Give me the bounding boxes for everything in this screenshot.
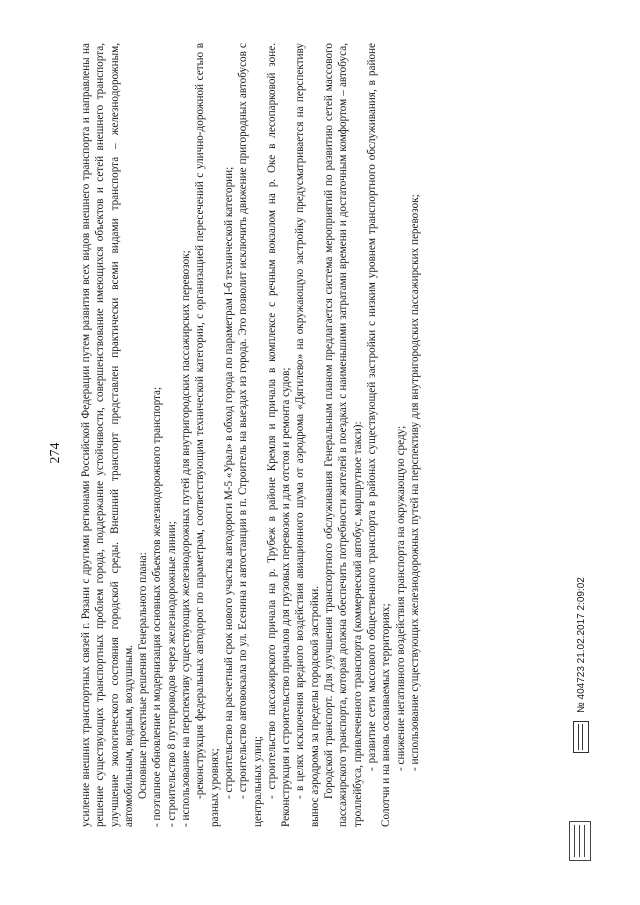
paragraph: - использование на перспективу существующих железнодорожных путей для внутригородских пассажирских перевозок; <box>180 250 193 827</box>
paragraph: - в целях исключения вредного воздействия авиационного шума от аэродрома «Дягилево» на окружающую застройку предусматривается на перспективу вынос аэродрома за пределы городской застройки. <box>294 43 321 827</box>
paragraph: - строительство автовокзала по ул. Есенина и автостанции в п. Строитель на выездах из города. Это позволит исключить движение пригородных автобусов с центральных улиц; <box>237 43 264 827</box>
paragraph: усиление внешних транспортных связей г. Рязани с другими регионами Российской Федерации путем развития всех видов внешнего транспорта и направлены на решение существующих транспортных проблем города, поддержание устойчивости, совершенствование имеющихся объектов и сетей внешнего транспорта, улучшение экологического состояния городской среды. Внешний транспорт представлен практически всеми видами транспорта – железнодорожным, автомобильным, водным, воздушным. <box>80 43 135 827</box>
rotated-content <box>45 33 615 873</box>
paragraph: - использование существующих железнодорожных путей на перспективу для внутригородских пассажирских перевозок; <box>408 194 421 771</box>
barcode-stamp-icon <box>569 821 591 861</box>
paragraph: Городской транспорт. Для улучшения транспортного обслуживания Генеральным планом предлагается система мероприятий по развитию сетей массового пассажирского транспорта, которая должна обеспечить потребности жителей в поездках с наименьшими затратами времени и достаточным комфортом – автобуса, троллейбуса, привлеченного транспорта (коммерческий автобус, маршрутное такси): <box>323 43 364 827</box>
document-reference: № 404723 21.02.2017 2:09:02 <box>575 577 587 713</box>
document-body <box>79 43 422 827</box>
paragraph: - строительство пассажирского причала на р. Трубеж в районе Кремля и причала в комплексе с речным вокзалом на р. Оке в лесопарковой зоне. Реконструкция и строительство причалов для грузовых перевозок и для отстоя и ремонта судов; <box>265 43 293 827</box>
footer <box>573 577 589 753</box>
paragraph: - строительство 8 путепроводов через железнодорожные линии; <box>165 521 178 827</box>
registration-stamp-icon <box>573 721 589 753</box>
page-number: 274 <box>48 442 63 464</box>
paragraph: - строительство на расчетный срок нового участка автодороги М-5 «Урал» в обход города по параметрам I-б технической категории; <box>222 166 235 799</box>
paragraph: - поэтапное обновление и модернизация основных объектов железнодорожного транспорта; <box>151 386 164 827</box>
paragraph: - снижение негативного воздействия транспорта на окружающую среду; <box>394 425 407 771</box>
paragraph: - развитие сети массового общественного транспорта в районах существующей застройки с низким уровнем транспортного обслуживания, в районе Солотчи и на вновь осваиваемых территориях; <box>365 43 393 827</box>
paragraph: -реконструкция федеральных автодорог по параметрам, соответствующим технической категории, с организацией пересечений с улично-дорожной сетью в разных уровнях; <box>194 43 221 827</box>
paragraph: Основные проектные решения Генерального плана: <box>137 552 150 799</box>
